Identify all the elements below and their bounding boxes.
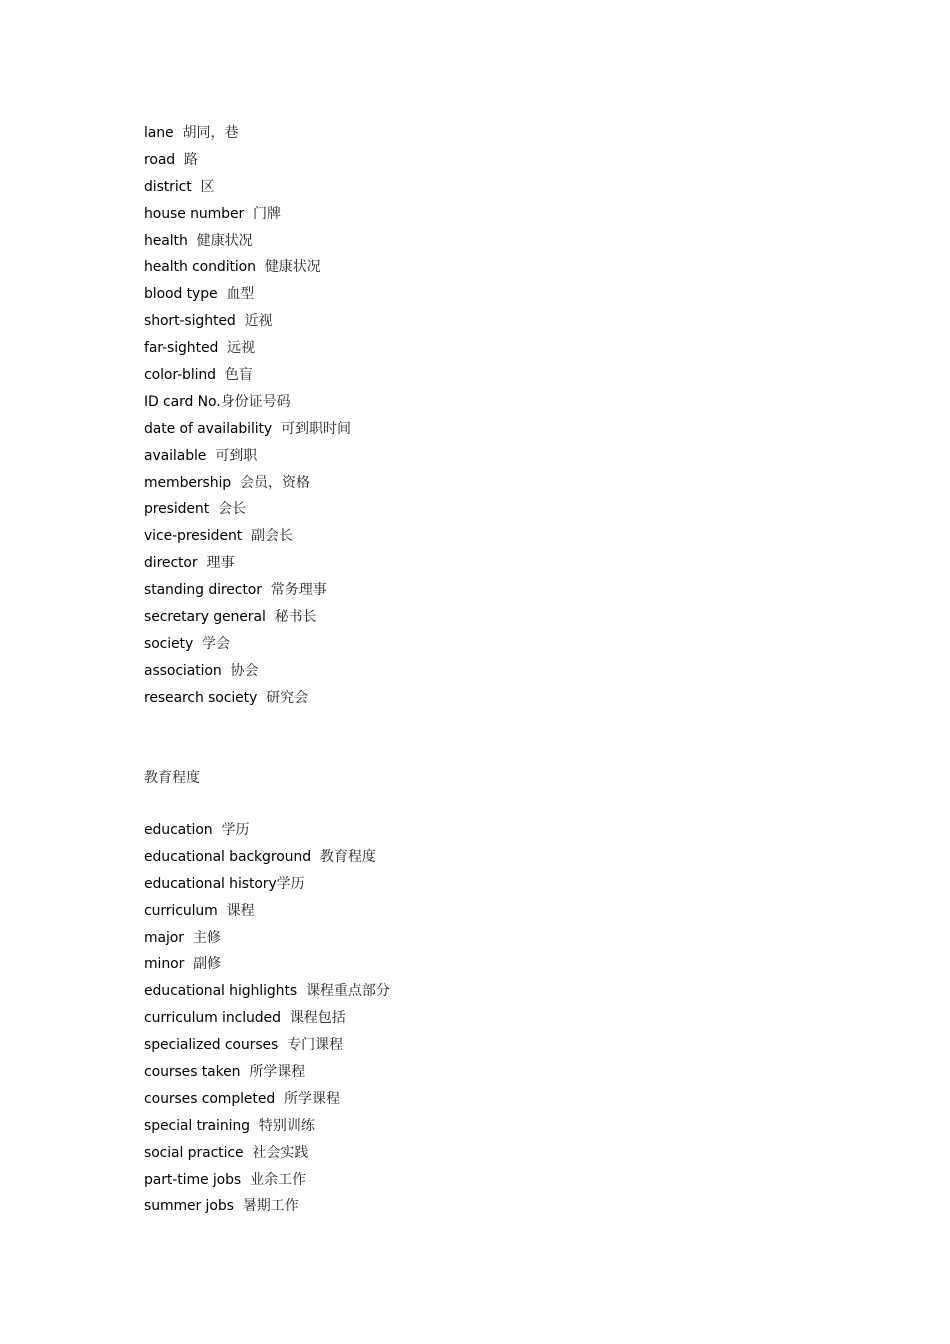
vocabulary-entry	[144, 362, 351, 389]
chinese-translation: 主修	[192, 929, 221, 946]
vocabulary-entry	[144, 817, 390, 844]
english-term: curriculum	[144, 902, 218, 919]
chinese-translation: 秘书长	[274, 609, 317, 626]
english-term: date of availability	[144, 420, 273, 437]
english-term: summer jobs	[144, 1198, 234, 1215]
vocabulary-entry	[144, 523, 351, 550]
english-term: research society	[144, 689, 258, 706]
chinese-translation: 常务理事	[270, 582, 327, 599]
chinese-translation: 课程重点部分	[305, 983, 390, 1000]
vocabulary-entry	[144, 685, 351, 712]
english-term: health condition	[144, 259, 256, 276]
english-term: ID card No.	[144, 393, 221, 410]
english-term: educational history	[144, 875, 277, 892]
vocabulary-entry	[144, 951, 390, 978]
vocabulary-entry	[144, 254, 351, 281]
english-term: far-sighted	[144, 340, 219, 357]
english-term: standing director	[144, 582, 262, 599]
chinese-translation: 路	[184, 151, 198, 168]
english-term: part-time jobs	[144, 1171, 242, 1188]
vocabulary-entry	[144, 604, 351, 631]
chinese-translation: 区	[200, 178, 215, 195]
english-term: specialized courses	[144, 1037, 279, 1054]
english-term: house number	[144, 205, 245, 222]
chinese-translation: 协会	[230, 662, 259, 679]
chinese-translation: 学会	[202, 635, 231, 652]
english-term: educational background	[144, 848, 311, 865]
vocabulary-entry	[144, 631, 351, 658]
english-term: president	[144, 501, 210, 518]
vocabulary-entry	[144, 1167, 390, 1194]
english-term: vice-president	[144, 528, 243, 545]
vocabulary-entry	[144, 443, 351, 470]
chinese-translation: 社会实践	[252, 1144, 309, 1161]
vocabulary-entry	[144, 120, 351, 147]
chinese-translation: 学历	[221, 822, 250, 838]
chinese-translation: 课程	[226, 902, 255, 919]
vocabulary-entry	[144, 470, 351, 497]
english-term: available	[144, 447, 207, 464]
english-term: courses taken	[144, 1064, 241, 1081]
chinese-translation: 所学课程	[284, 1090, 341, 1107]
english-term: lane	[144, 125, 174, 141]
chinese-translation: 理事	[206, 555, 235, 572]
chinese-translation: 远视	[227, 340, 256, 357]
vocabulary-entry	[144, 174, 351, 201]
chinese-translation: 色盲	[224, 367, 253, 384]
vocabulary-list-education	[144, 817, 390, 1220]
vocabulary-entry	[144, 871, 390, 898]
vocabulary-entry	[144, 308, 351, 335]
english-term: secretary general	[144, 609, 266, 626]
vocabulary-entry	[144, 1005, 390, 1032]
english-term: major	[144, 929, 184, 946]
chinese-translation: 健康状况	[264, 259, 321, 276]
english-term: minor	[144, 956, 185, 973]
english-term: district	[144, 178, 192, 195]
english-term: curriculum included	[144, 1010, 281, 1027]
english-term: director	[144, 555, 198, 572]
vocabulary-entry	[144, 1140, 390, 1167]
vocabulary-list-personal-info	[144, 120, 351, 712]
english-term: blood type	[144, 286, 218, 303]
chinese-translation: 可到职	[215, 447, 258, 464]
vocabulary-entry	[144, 201, 351, 228]
vocabulary-entry	[144, 1032, 390, 1059]
chinese-translation: 专门课程	[287, 1037, 344, 1054]
english-term: road	[144, 151, 176, 168]
english-term: educational highlights	[144, 983, 298, 1000]
vocabulary-entry	[144, 1193, 390, 1220]
vocabulary-entry	[144, 416, 351, 443]
english-term: social practice	[144, 1144, 244, 1161]
chinese-translation: 可到职时间	[281, 420, 352, 437]
chinese-translation: 健康状况	[196, 232, 253, 249]
vocabulary-entry	[144, 147, 351, 174]
vocabulary-entry	[144, 925, 390, 952]
vocabulary-entry	[144, 577, 351, 604]
english-term: short-sighted	[144, 313, 236, 330]
chinese-translation: 特别训练	[258, 1117, 315, 1134]
vocabulary-entry	[144, 1059, 390, 1086]
vocabulary-entry	[144, 496, 351, 523]
chinese-translation: 身份证号码	[220, 393, 291, 410]
chinese-translation: 教育程度	[319, 848, 376, 865]
english-term: membership	[144, 474, 232, 491]
vocabulary-entry	[144, 389, 351, 416]
vocabulary-entry	[144, 844, 390, 871]
english-term: special training	[144, 1117, 250, 1134]
english-term: society	[144, 635, 194, 652]
chinese-translation: 业余工作	[250, 1171, 306, 1188]
english-term: education	[144, 822, 213, 838]
vocabulary-entry	[144, 978, 390, 1005]
chinese-translation: 门牌	[253, 205, 282, 222]
vocabulary-entry	[144, 335, 351, 362]
chinese-translation: 学历	[276, 875, 305, 892]
english-term: color-blind	[144, 367, 216, 384]
chinese-translation: 血型	[226, 286, 255, 303]
vocabulary-entry	[144, 1113, 390, 1140]
vocabulary-entry	[144, 658, 351, 685]
english-term: courses completed	[144, 1090, 276, 1107]
vocabulary-entry	[144, 228, 351, 255]
chinese-translation: 暑期工作	[242, 1198, 299, 1215]
chinese-translation: 研究会	[266, 689, 309, 706]
chinese-translation: 课程包括	[289, 1010, 346, 1027]
vocabulary-entry	[144, 1086, 390, 1113]
chinese-translation: 所学课程	[249, 1064, 306, 1081]
english-term: association	[144, 662, 222, 679]
chinese-translation: 会员，资格	[240, 474, 310, 491]
chinese-translation: 副修	[193, 956, 222, 973]
chinese-translation: 会长	[218, 501, 247, 518]
vocabulary-entry	[144, 281, 351, 308]
chinese-translation: 胡同，巷	[182, 125, 239, 141]
vocabulary-entry	[144, 550, 351, 577]
chinese-translation: 副会长	[251, 528, 294, 545]
chinese-translation: 近视	[244, 313, 273, 330]
english-term: health	[144, 232, 188, 249]
vocabulary-entry	[144, 898, 390, 925]
section-heading-education: 教育程度	[144, 770, 200, 786]
